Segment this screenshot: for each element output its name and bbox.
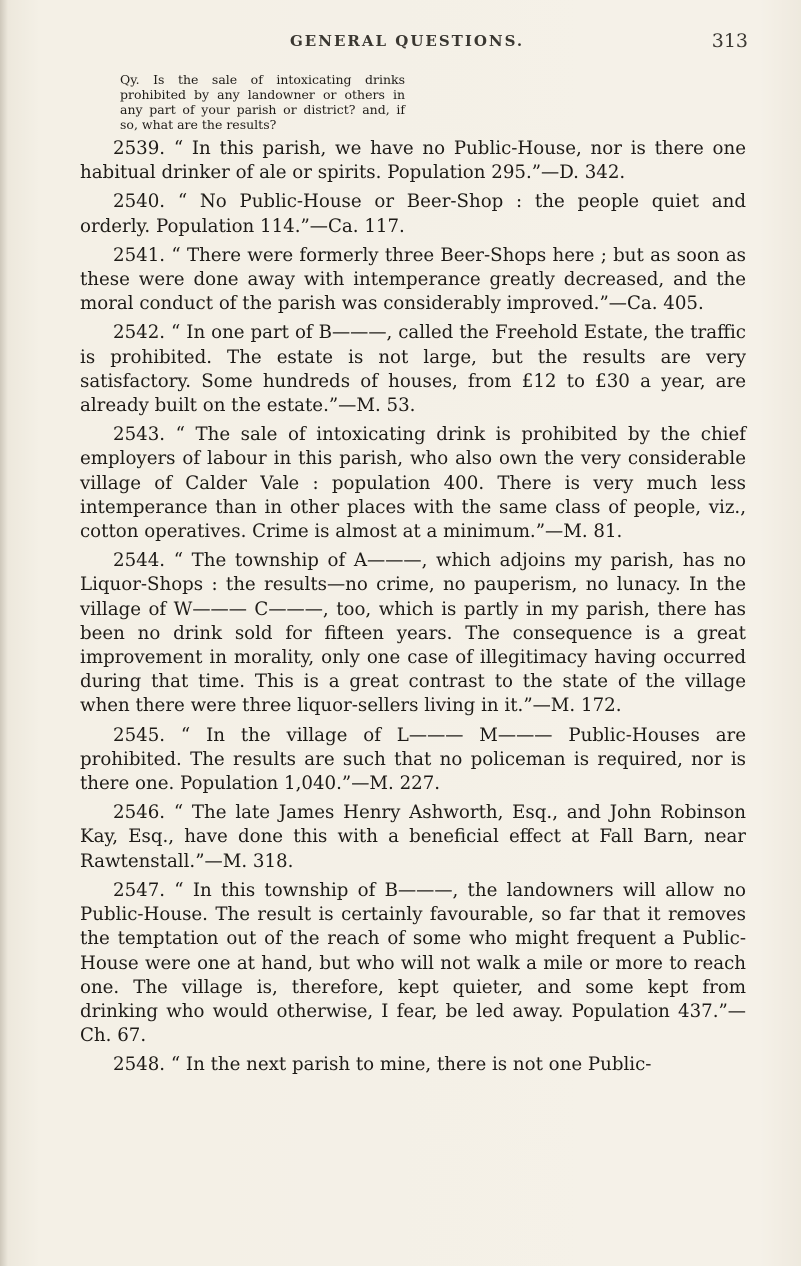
paragraph-2543: 2543. “ The sale of intoxicating drink is prohibited by the chief employers of labour in this parish, who also own the very considerable village of Calder Vale : population 400. There is very much less intemperance than in other places with the same class of people, viz., cotton operatives. Crime is almost at a minimum.”—M. 81. bbox=[80, 424, 746, 543]
question-heading: Qy. Is the sale of intoxicating drinks prohibited by any landowner or others in any part of your parish or district? and, if so, what are the results? bbox=[120, 72, 405, 132]
paragraph-2546: 2546. “ The late James Henry Ashworth, Esq., and John Robinson Kay, Esq., have done this with a beneficial effect at Fall Barn, near Rawtenstall.”—M. 318. bbox=[80, 802, 746, 872]
page-number: 313 bbox=[711, 30, 748, 52]
page-gutter-shadow bbox=[0, 0, 8, 1266]
answers-body bbox=[80, 137, 746, 1078]
paragraph-2545: 2545. “ In the village of L——— M——— Public-Houses are prohibited. The results are such that no policeman is required, nor is there one. Population 1,040.”—M. 227. bbox=[80, 724, 746, 795]
paragraph-2540: 2540. “ No Public-House or Beer-Shop : the people quiet and orderly. Population 114.”—Ca. 117. bbox=[80, 191, 746, 237]
paragraph-2547: 2547. “ In this township of B———, the landowners will allow no Public-House. The result is certainly favourable, so far that it removes the temptation out of the reach of some who might frequent a Public-House were one at hand, but who will not walk a mile or more to reach one. The village is, therefore, kept quieter, and some kept from drinking who would otherwise, I fear, be led away. Population 437.”—Ch. 67. bbox=[80, 879, 746, 1047]
paragraph-2544: 2544. “ The township of A———, which adjoins my parish, has no Liquor-Shops : the results—no crime, no pauperism, no lunacy. In the village of W——— C———, too, which is partly in my parish, there has been no drink sold for fifteen years. The consequence is a great improvement in morality, only one case of illegitimacy having occurred during that time. This is a great contrast to the state of the village when there were three liquor-sellers living in it.”—M. 172. bbox=[80, 550, 746, 717]
paragraph-2548: 2548. “ In the next parish to mine, there is not one Public- bbox=[113, 1054, 652, 1076]
paragraph-2539: 2539. “ In this parish, we have no Public-House, nor is there one habitual drinker of ale or spirits. Population 295.”—D. 342. bbox=[80, 138, 746, 184]
paragraph-2542: 2542. “ In one part of B———, called the Freehold Estate, the traffic is prohibited. The estate is not large, but the results are very satisfactory. Some hundreds of houses, from £12 to £30 a year, are already built on the estate.”—M. 53. bbox=[80, 322, 746, 417]
running-head: GENERAL QUESTIONS. bbox=[290, 32, 525, 50]
page-header bbox=[80, 32, 770, 58]
paragraph-2541: 2541. “ There were formerly three Beer-Shops here ; but as soon as these were done away with intemperance greatly decreased, and the moral conduct of the parish was considerably improved.”—Ca. 405. bbox=[80, 244, 746, 315]
